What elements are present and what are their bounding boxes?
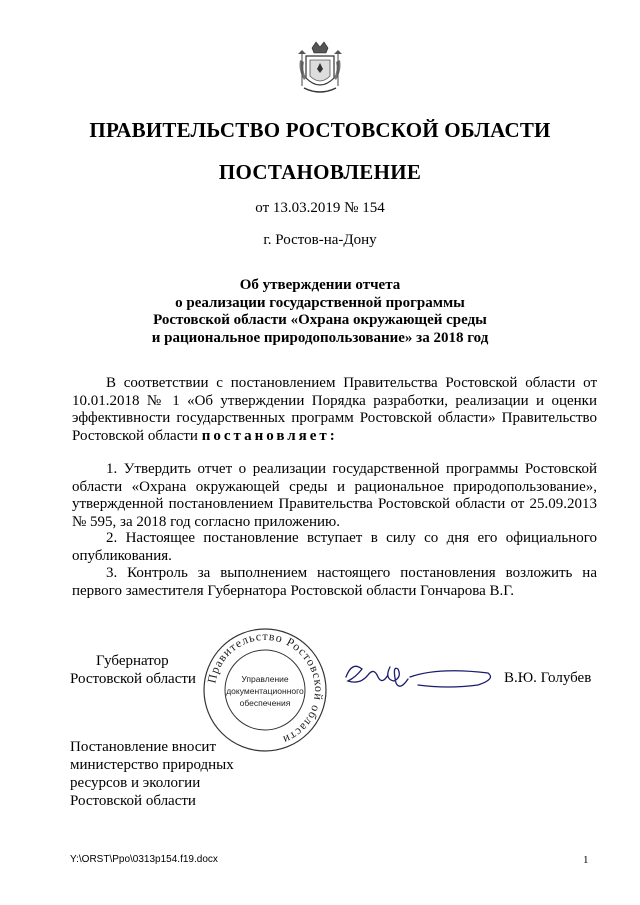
preamble-paragraph bbox=[72, 375, 597, 445]
footer-file-path: Y:\ORST\Ppo\0313p154.f19.docx bbox=[70, 854, 218, 865]
stamp-inner-text: Управление bbox=[241, 674, 289, 684]
signatory-position bbox=[70, 652, 196, 688]
stamp-inner-text: обеспечения bbox=[239, 698, 291, 708]
preamble-text: В соответствии с постановлением Правительства Ростовской области от 10.01.2018 № 1 «Об утверждении Порядка разработки, реализации и оценки эффективности государственных программ Ростовской области» Правительство Ростовской области bbox=[72, 375, 597, 444]
subject-line: и рациональное природопользование» за 2018 год bbox=[151, 329, 489, 346]
signatory-name: В.Ю. Голубев bbox=[504, 670, 592, 686]
subject-line: Об утверждении отчета bbox=[239, 277, 401, 293]
coat-of-arms-icon bbox=[296, 38, 344, 96]
stamp-inner-text: документационного bbox=[226, 686, 304, 696]
decree-item-3: 3. Контроль за выполнением настоящего постановления возложить на первого заместителя Губернатора Ростовской области Гончарова В.Г. bbox=[72, 565, 597, 599]
document-type: ПОСТАНОВЛЕНИЕ bbox=[218, 160, 422, 184]
page-number: 1 bbox=[583, 854, 589, 866]
document-city: г. Ростов-на-Дону bbox=[263, 232, 377, 248]
subject-line: о реализации государственной программы bbox=[175, 294, 465, 311]
author-note bbox=[70, 738, 260, 810]
author-note-line: Ростовской области bbox=[70, 793, 196, 809]
decree-item-1: 1. Утвердить отчет о реализации государственной программы Ростовской области «Охрана окружающей среды и рациональное природопользование», утвержденной постановлением Правительства Ростовской области от 25.09.2013 № 595, за 2018 год согласно приложению. bbox=[72, 461, 597, 530]
handwritten-signature bbox=[338, 655, 498, 700]
decree-word: постановляет: bbox=[201, 427, 338, 444]
position-line: Губернатор bbox=[96, 653, 169, 669]
document-date-number: от 13.03.2019 № 154 bbox=[255, 200, 385, 216]
subject-line: Ростовской области «Охрана окружающей среды bbox=[153, 312, 487, 328]
author-note-line: ресурсов и экологии bbox=[70, 775, 201, 791]
author-note-line: Постановление вносит bbox=[70, 739, 217, 755]
stamp-ring-text: Правительство Ростовской области bbox=[204, 628, 327, 748]
position-line: Ростовской области bbox=[70, 671, 196, 687]
author-note-line: министерство природных bbox=[70, 757, 234, 773]
government-name: ПРАВИТЕЛЬСТВО РОСТОВСКОЙ ОБЛАСТИ bbox=[89, 118, 551, 142]
decree-item-2: 2. Настоящее постановление вступает в силу со дня его официального опубликования. bbox=[72, 530, 597, 564]
document-subject bbox=[0, 277, 640, 347]
official-stamp bbox=[200, 625, 330, 755]
